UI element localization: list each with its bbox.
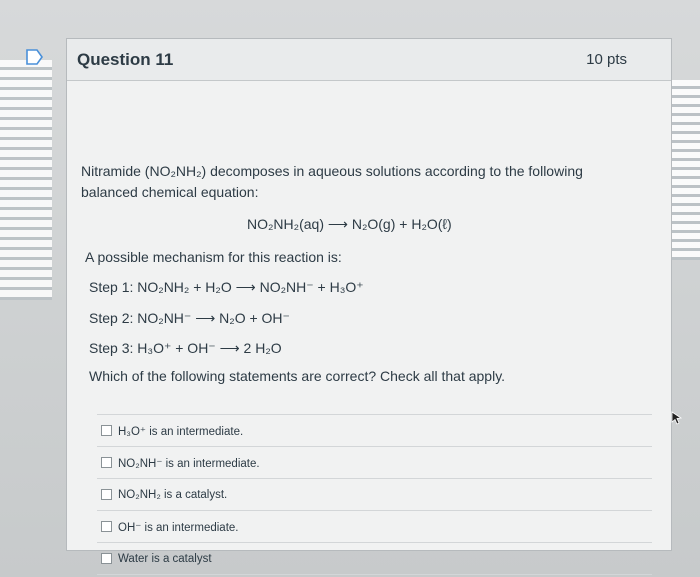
intro-text [81,161,601,203]
checkbox[interactable] [101,521,112,532]
intro-line-2: balanced chemical equation: [81,184,259,200]
checkbox[interactable] [101,425,112,436]
mechanism-step-3: Step 3: H₃O⁺ + OH⁻ ⟶ 2 H₂O [89,340,282,356]
cursor-icon [671,411,683,425]
window-blinds-left [0,60,52,300]
question-points: 10 pts [586,51,627,68]
answer-option-label: NO₂NH⁻ is an intermediate. [118,457,260,470]
answer-options [97,414,652,575]
answer-option-label: Water is a catalyst [118,552,212,565]
answer-option-label: NO₂NH₂ is a catalyst. [118,488,228,501]
question-prompt: Which of the following statements are correct? Check all that apply. [89,368,506,384]
checkbox[interactable] [101,489,112,500]
answer-option[interactable] [97,542,652,575]
checkbox[interactable] [101,457,112,468]
question-title: Question 11 [77,49,174,69]
question-card [66,38,672,565]
mechanism-step-1: Step 1: NO₂NH₂ + H₂O ⟶ NO₂NH⁻ + H₃O⁺ [89,279,364,295]
answer-option[interactable] [97,510,652,542]
checkbox[interactable] [101,553,112,564]
answer-option[interactable] [97,478,652,510]
mechanism-step-2: Step 2: NO₂NH⁻ ⟶ N₂O + OH⁻ [89,310,290,326]
intro-line-1: Nitramide (NO₂NH₂) decomposes in aqueous solutions according to the following [81,163,583,179]
flag-icon[interactable] [26,49,44,65]
answer-option[interactable] [97,414,652,446]
mechanism-label: A possible mechanism for this reaction is: [85,249,342,265]
question-header [67,39,671,81]
balanced-equation: NO₂NH₂(aq) ⟶ N₂O(g) + H₂O(ℓ) [247,216,452,232]
answer-option-label: OH⁻ is an intermediate. [118,521,239,534]
answer-option[interactable] [97,446,652,478]
answer-option-label: H₃O⁺ is an intermediate. [118,425,244,438]
